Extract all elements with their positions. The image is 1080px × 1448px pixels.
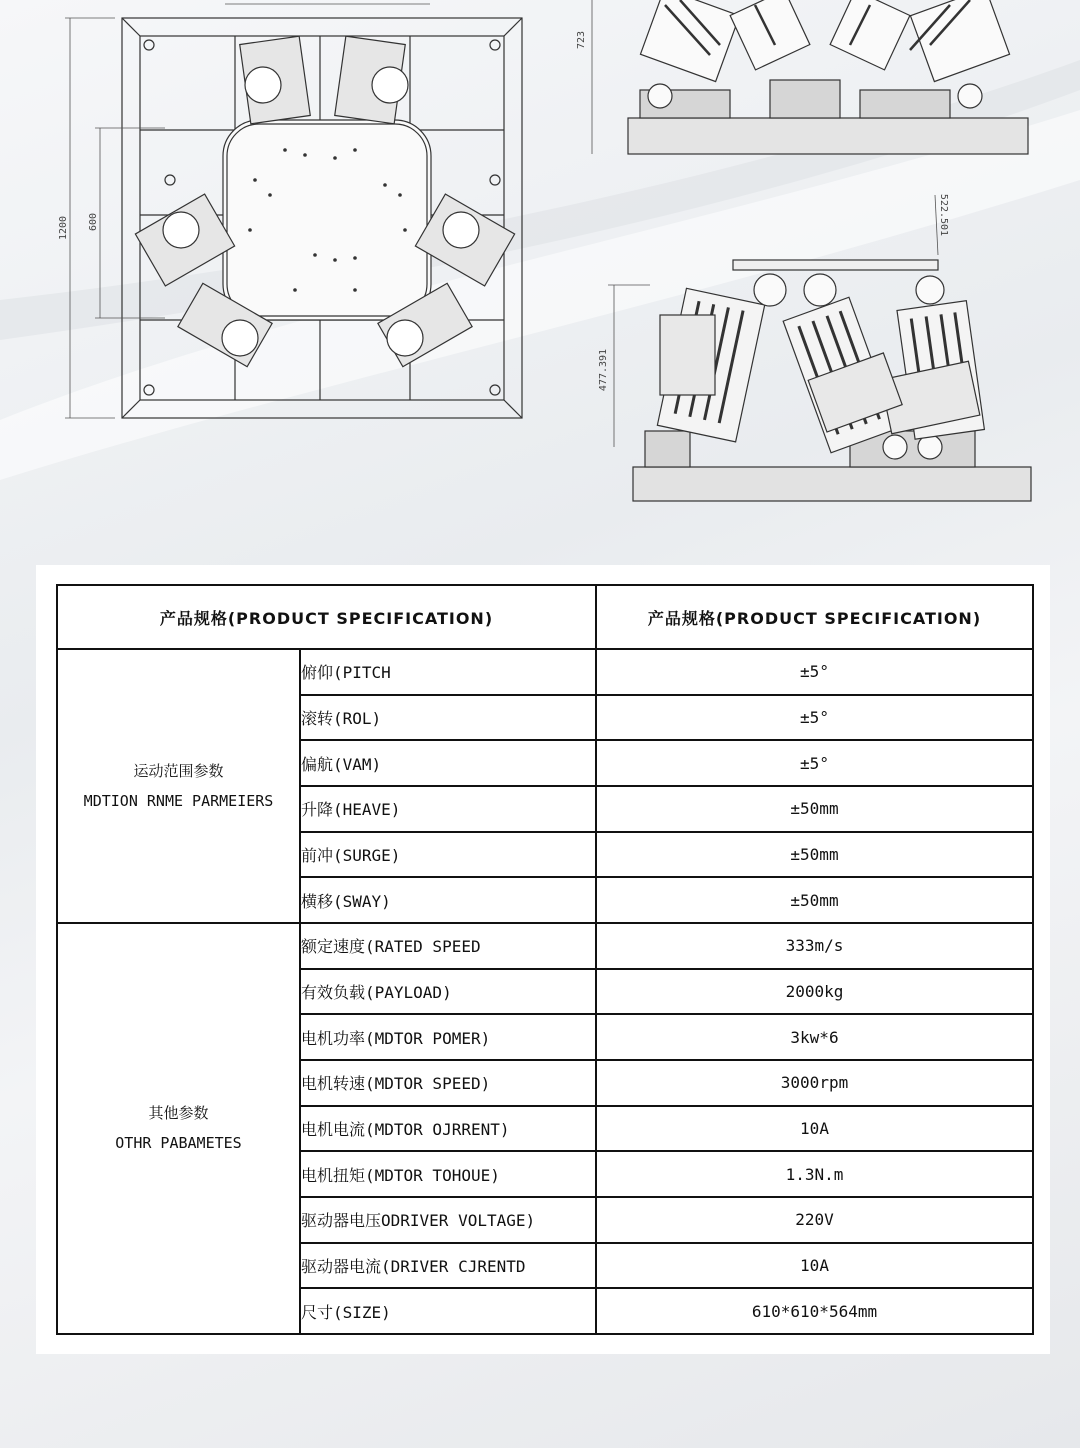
param-label: 尺寸(SIZE) (300, 1288, 596, 1334)
group-title-en: MDTION RNME PARMEIERS (83, 791, 274, 810)
param-value: 610*610*564mm (596, 1288, 1033, 1334)
param-label: 偏航(VAM) (300, 740, 596, 786)
param-label: 电机功率(MDTOR POMER) (300, 1014, 596, 1060)
param-value: ±50mm (596, 786, 1033, 832)
param-label: 电机扭矩(MDTOR TOHOUE) (300, 1151, 596, 1197)
param-label: 滚转(ROL) (300, 695, 596, 741)
param-value: 1.3N.m (596, 1151, 1033, 1197)
param-label: 横移(SWAY) (300, 877, 596, 923)
param-label: 驱动器电压ODRIVER VOLTAGE) (300, 1197, 596, 1243)
param-value: 220V (596, 1197, 1033, 1243)
table-header-right: 产品规格(PRODUCT SPECIFICATION) (596, 585, 1033, 649)
param-value: 10A (596, 1243, 1033, 1289)
table-row (57, 649, 1033, 695)
param-value: 333m/s (596, 923, 1033, 969)
param-value: ±50mm (596, 832, 1033, 878)
param-value: 10A (596, 1106, 1033, 1152)
group-title-cn: 其他参数 (148, 1104, 209, 1123)
param-value: 3kw*6 (596, 1014, 1033, 1060)
param-label: 电机电流(MDTOR OJRRENT) (300, 1106, 596, 1152)
spec-card (36, 565, 1050, 1354)
table-row (57, 923, 1033, 969)
param-label: 电机转速(MDTOR SPEED) (300, 1060, 596, 1106)
param-value: 2000kg (596, 969, 1033, 1015)
param-value: ±5° (596, 740, 1033, 786)
param-label: 升降(HEAVE) (300, 786, 596, 832)
spec-table (56, 584, 1034, 1335)
group-title-en: OTHR PABAMETES (115, 1134, 242, 1153)
param-label: 有效负载(PAYLOAD) (300, 969, 596, 1015)
table-header-row (57, 585, 1033, 649)
table-header-left: 产品规格(PRODUCT SPECIFICATION) (57, 585, 596, 649)
side-view-upper-drawing (570, 0, 1040, 160)
dim-inner-label: 600 (88, 212, 99, 232)
group-other-cell (57, 923, 300, 1334)
param-label: 额定速度(RATED SPEED (300, 923, 596, 969)
param-value: ±50mm (596, 877, 1033, 923)
side-view-lower-drawing (590, 185, 1050, 510)
dim-height-lower-label: 477.391 (598, 348, 609, 392)
param-label: 俯仰(PITCH (300, 649, 596, 695)
param-value: 3000rpm (596, 1060, 1033, 1106)
dim-height-upper-label: 723 (576, 30, 587, 50)
dim-platform-label: 522.501 (938, 193, 949, 237)
param-label: 前冲(SURGE) (300, 832, 596, 878)
group-motion-cell (57, 649, 300, 923)
group-title-cn: 运动范围参数 (133, 761, 224, 780)
top-view-drawing (55, 0, 535, 430)
param-label: 驱动器电流(DRIVER CJRENTD (300, 1243, 596, 1289)
param-value: ±5° (596, 649, 1033, 695)
param-value: ±5° (596, 695, 1033, 741)
dim-overall-label: 1200 (58, 215, 69, 241)
